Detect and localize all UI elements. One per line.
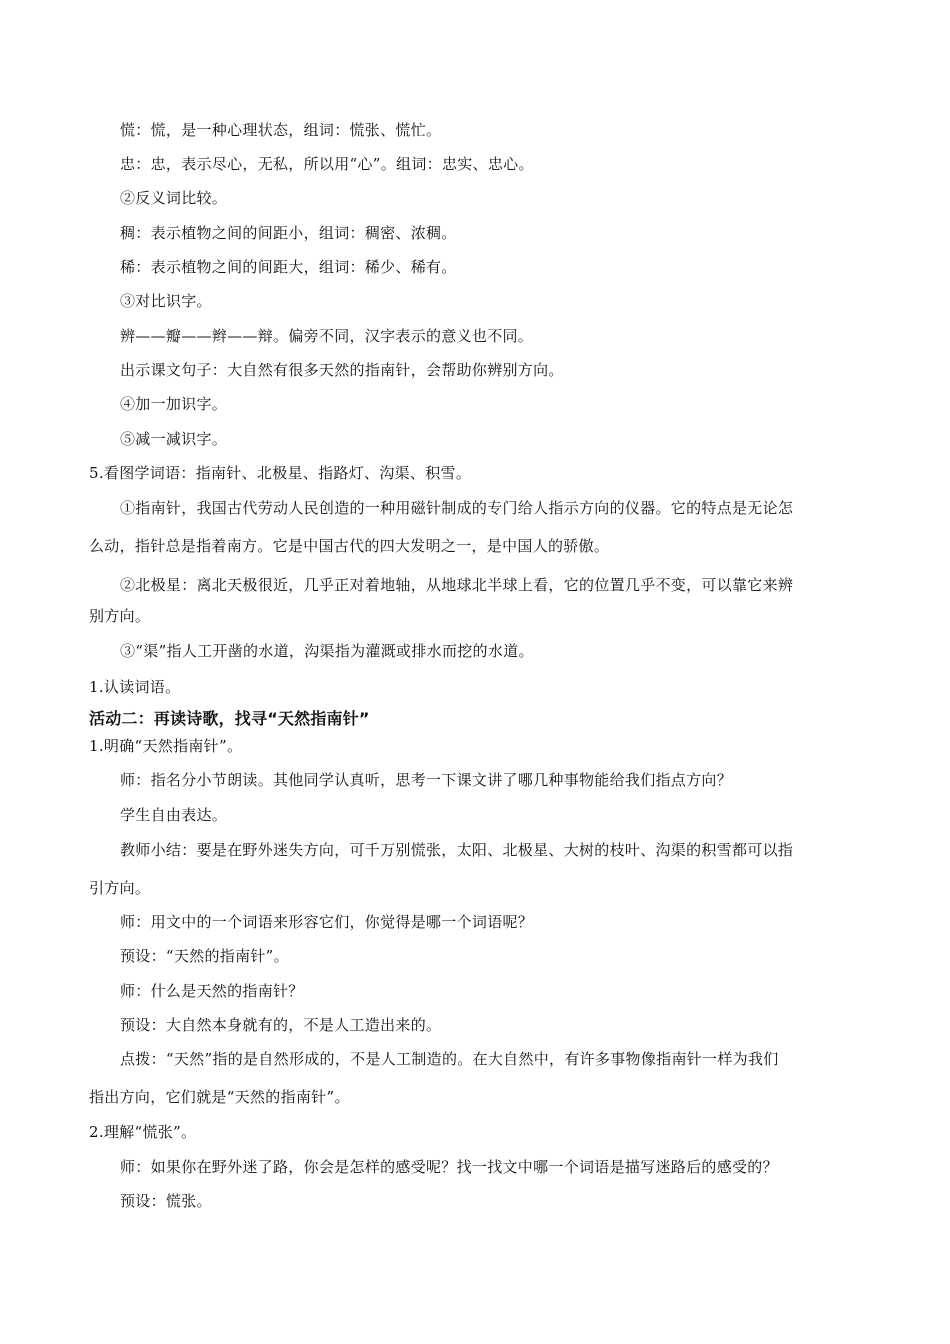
paragraph-line: 教师小结：要是在野外迷失方向，可千万别慌张，太阳、北极星、大树的枝叶、沟渠的积雪都可以指 [120, 841, 794, 859]
paragraph-line: 预设：慌张。 [120, 1192, 212, 1210]
paragraph-line: ③“渠”指人工开凿的水道，沟渠指为灌溉或排水而挖的水道。 [120, 642, 534, 660]
paragraph-line: 辨——瓣——辫——辩。偏旁不同，汉字表示的意义也不同。 [120, 327, 534, 345]
paragraph-line: 师：什么是天然的指南针？ [120, 982, 304, 1000]
paragraph-line: 忠：忠，表示尽心，无私，所以用“心”。组词：忠实、忠心。 [120, 155, 534, 173]
paragraph-line: ③对比识字。 [120, 292, 212, 310]
paragraph-line: ②反义词比较。 [120, 189, 228, 207]
section-item: 2.理解“慌张”。 [89, 1123, 197, 1141]
paragraph-line: 慌：慌，是一种心理状态，组词：慌张、慌忙。 [120, 121, 442, 139]
paragraph-line: 出示课文句子：大自然有很多天然的指南针，会帮助你辨别方向。 [120, 361, 564, 379]
paragraph-line: 师：指名分小节朗读。其他同学认真听，思考一下课文讲了哪几种事物能给我们指点方向？ [120, 771, 733, 789]
paragraph-line: 师：如果你在野外迷了路，你会是怎样的感受呢？找一找文中哪一个词语是描写迷路后的感受的？ [120, 1158, 778, 1176]
paragraph-line: 预设：大自然本身就有的，不是人工造出来的。 [120, 1016, 442, 1034]
paragraph-line: 引方向。 [89, 879, 151, 897]
paragraph-line: 预设：“天然的指南针”。 [120, 947, 289, 965]
paragraph-line: 稠：表示植物之间的间距小，组词：稠密、浓稠。 [120, 224, 457, 242]
section-item: 1.认读词语。 [89, 678, 181, 696]
paragraph-line: ④加一加识字。 [120, 395, 228, 413]
paragraph-line: 学生自由表达。 [120, 806, 228, 824]
activity-heading: 活动二：再读诗歌，找寻“天然指南针” [89, 709, 370, 728]
paragraph-line: 稀：表示植物之间的间距大，组词：稀少、稀有。 [120, 258, 457, 276]
paragraph-line: 指出方向，它们就是“天然的指南针”。 [89, 1088, 350, 1106]
paragraph-line: ②北极星：离北天极很近，几乎正对着地轴，从地球北半球上看，它的位置几乎不变，可以靠它来辨 [120, 576, 794, 594]
paragraph-line: 点拨：“天然”指的是自然形成的，不是人工制造的。在大自然中，有许多事物像指南针一样为我们 [120, 1050, 779, 1068]
paragraph-line: ⑤减一减识字。 [120, 430, 228, 448]
paragraph-line: 师：用文中的一个词语来形容它们，你觉得是哪一个词语呢？ [120, 913, 534, 931]
paragraph-line: ①指南针，我国古代劳动人民创造的一种用磁针制成的专门给人指示方向的仪器。它的特点是无论怎 [120, 499, 794, 517]
paragraph-line: 别方向。 [89, 607, 151, 625]
paragraph-line: 么动，指针总是指着南方。它是中国古代的四大发明之一，是中国人的骄傲。 [89, 537, 610, 555]
section-item: 1.明确“天然指南针”。 [89, 737, 243, 755]
section-item: 5.看图学词语：指南针、北极星、指路灯、沟渠、积雪。 [89, 464, 472, 482]
